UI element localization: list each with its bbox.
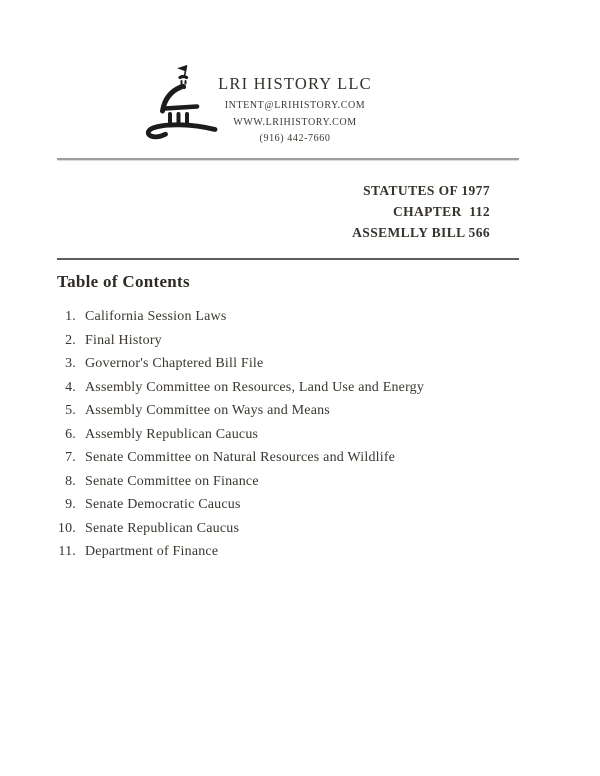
toc-item-number: 7. [65, 450, 76, 465]
company-website: WWW.LRIHISTORY.COM [233, 116, 357, 128]
toc-item-label: Assembly Committee on Resources, Land Use and Energy [85, 379, 425, 395]
statute-reference [352, 180, 490, 243]
toc-item-number: 4. [65, 379, 76, 395]
toc-item-label: Department of Finance [85, 544, 219, 559]
toc-item-number: 1. [65, 309, 76, 324]
toc-item [0, 517, 560, 541]
bill-line: ASSEMLLY BILL 566 [352, 225, 490, 240]
company-name: LRI HISTORY LLC [218, 74, 372, 93]
toc-item [0, 446, 560, 470]
letterhead [195, 74, 395, 148]
toc-item [0, 493, 560, 517]
toc-item-label: Senate Committee on Finance [85, 473, 259, 489]
toc-item-number: 5. [65, 403, 76, 418]
toc-item-number: 9. [65, 497, 76, 512]
toc-item-number: 6. [65, 426, 76, 442]
toc-item-number: 3. [65, 356, 76, 371]
toc-item [0, 329, 560, 353]
toc-item-label: Final History [85, 332, 162, 348]
divider-bottom [57, 258, 519, 260]
statutes-line: STATUTES OF 1977 [363, 183, 490, 198]
toc-list [0, 305, 560, 564]
toc-item [0, 399, 560, 423]
toc-item-label: California Session Laws [85, 309, 227, 324]
toc-item-label: Senate Democratic Caucus [85, 497, 241, 512]
toc-item-number: 8. [65, 473, 76, 489]
toc-item [0, 305, 560, 329]
toc-item-number: 11. [58, 544, 76, 559]
toc-item-label: Assembly Committee on Ways and Means [85, 403, 330, 418]
company-email: INTENT@LRIHISTORY.COM [224, 100, 366, 111]
toc-item [0, 376, 560, 400]
toc-item-number: 2. [65, 332, 76, 348]
toc-item [0, 352, 560, 376]
toc-heading: Table of Contents [57, 272, 190, 291]
toc-item [0, 470, 560, 494]
toc-item [0, 423, 560, 447]
toc-item-label: Senate Republican Caucus [85, 520, 240, 536]
company-phone: (916) 442-7660 [259, 133, 331, 144]
divider-top [57, 158, 519, 160]
toc-item-label: Assembly Republican Caucus [85, 426, 259, 442]
chapter-line: CHAPTER 112 [392, 204, 490, 219]
toc-item-number: 10. [57, 520, 76, 536]
toc-item-label: Governor's Chaptered Bill File [85, 356, 264, 371]
toc-item [0, 540, 560, 564]
toc-item-label: Senate Committee on Natural Resources and Wildlife [85, 450, 396, 465]
contact-block [195, 98, 395, 148]
